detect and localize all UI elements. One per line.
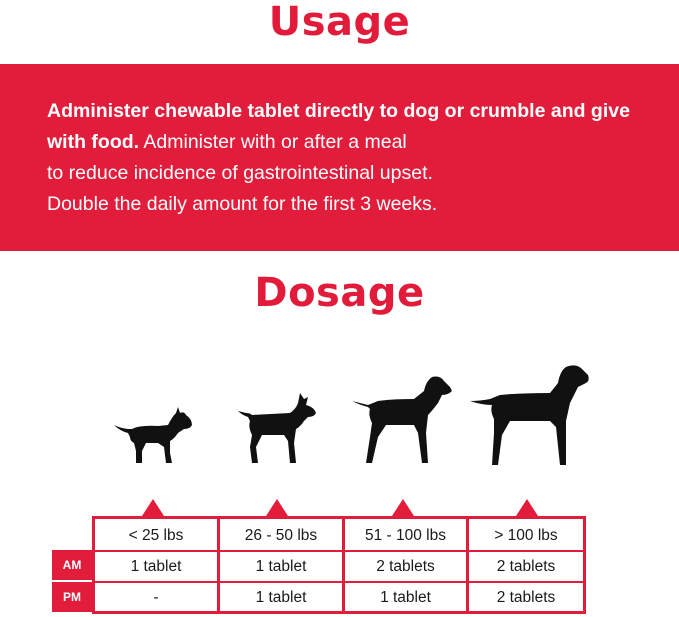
row-divider <box>95 550 583 552</box>
pm-cell-3: 1 tablet <box>380 589 431 606</box>
row-divider <box>95 581 583 583</box>
usage-bold-text: Administer chewable tablet directly to dog or crumble and give with food. <box>47 100 630 153</box>
usage-line4: Double the daily amount for the first 3 weeks. <box>47 193 438 215</box>
large-dog-icon <box>352 373 454 465</box>
am-cell-3: 2 tablets <box>376 558 435 575</box>
usage-title: Usage <box>268 0 411 45</box>
am-cell-1: 1 tablet <box>130 558 182 575</box>
pm-cell-2: 1 tablet <box>255 589 307 606</box>
usage-band <box>0 64 679 251</box>
dog-sizes <box>0 355 679 475</box>
medium-dog-icon <box>236 391 318 465</box>
usage-line3: to reduce incidence of gastrointestinal upset. <box>47 162 433 184</box>
pm-cell-4: 2 tablets <box>496 589 556 606</box>
giant-dog-icon <box>470 363 592 467</box>
usage-instructions <box>47 96 667 220</box>
col4-marker <box>516 499 538 516</box>
pm-cell-1: - <box>153 589 159 606</box>
am-label: AM <box>52 550 92 580</box>
col2-marker <box>266 499 288 516</box>
am-cell-2: 1 tablet <box>255 558 307 575</box>
pm-label: PM <box>52 582 92 612</box>
usage-line1-rest: Administer with or after a meal <box>139 131 407 153</box>
am-cell-4: 2 tablets <box>496 558 556 575</box>
dosage-table <box>92 516 586 614</box>
dosage-title: Dosage <box>254 270 425 316</box>
col3-marker <box>392 499 414 516</box>
header-weight-2: 26 - 50 lbs <box>244 527 318 544</box>
header-weight-3: 51 - 100 lbs <box>365 527 446 544</box>
small-dog-icon <box>112 407 194 465</box>
header-weight-1: < 25 lbs <box>128 527 184 544</box>
header-weight-4: > 100 lbs <box>494 527 558 544</box>
col1-marker <box>142 499 164 516</box>
